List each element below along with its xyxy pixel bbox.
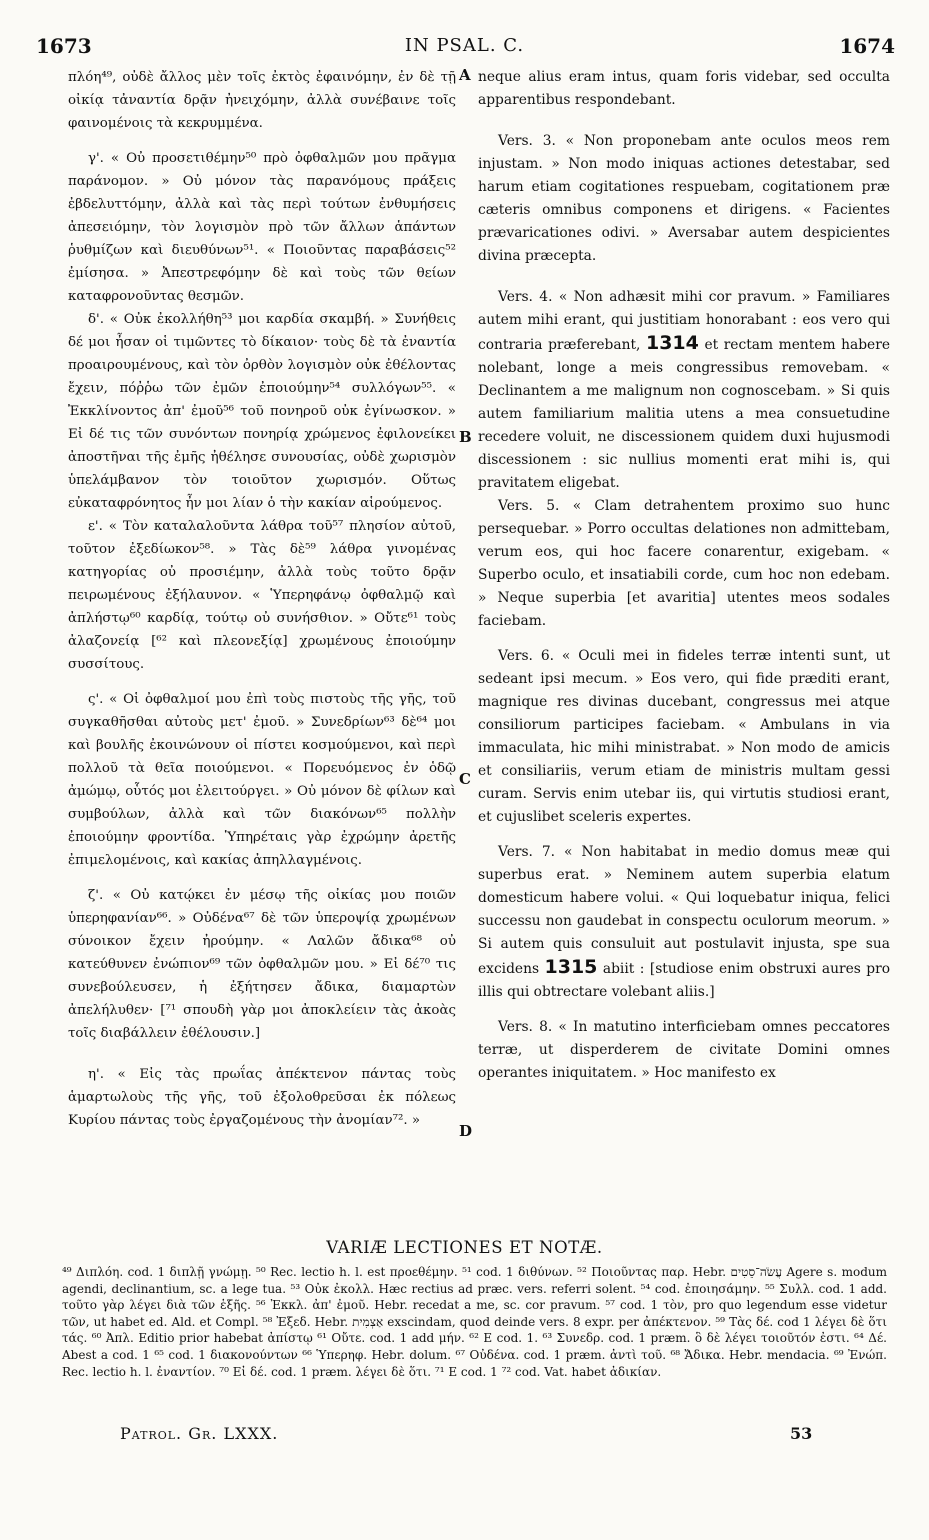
- greek-paragraph: γ'. « Οὐ προσετιθέμην⁵⁰ πρὸ ὀφθαλμῶν μου πρᾶγμα παράνομον. » Οὐ μόνον τὰς παρανόμους πράξεις ἐβδελυττόμην, ἀλλὰ καὶ τὰς περὶ τούτων ἐνθυμήσεις ἀπεσειόμην, τὸν λογισμὸν πρὸ τῶν ἄλλων ἁπάντων ῥυθμίζων καὶ διευθύνων⁵¹. « Ποιοῦντας παραβάσεις⁵² ἐμίσησα. » Ἀπεστρεφόμην δὲ καὶ τοὺς τῶν θείων καταφρονοῦντας θεσμῶν.: [68, 151, 456, 304]
- notes-block: [62, 1264, 887, 1380]
- column-marker-1314: 1314: [645, 332, 699, 354]
- latin-paragraph: [478, 841, 890, 1004]
- latin-paragraph: [478, 286, 890, 495]
- column-marker-1315: 1315: [544, 956, 598, 978]
- latin-paragraph: Vers. 3. « Non proponebam ante oculos meos rem injustam. » Non modo iniquas actiones detestabar, sed harum etiam cogitationes respuebam, cogitationem præ cæteris omnibus componens et dirigens. « Facientes prævaricationes odivi. » Aversabar autem despicientes divina præcepta.: [478, 133, 890, 264]
- greek-paragraph: πλόη⁴⁹, οὐδὲ ἄλλος μὲν τοῖς ἐκτὸς ἐφαινόμην, ἐν δὲ τῇ οἰκίᾳ τἀναντία δρᾷν ἠνειχόμην, ἀλλὰ συνέβαινε τοῖς φαινομένοις τὰ κεκρυμμένα.: [68, 70, 456, 131]
- column-number-left: 1673: [36, 34, 92, 58]
- column-number-right: 1674: [839, 34, 895, 58]
- greek-paragraph: δ'. « Οὐκ ἐκολλήθη⁵³ μοι καρδία σκαμβή. » Συνήθεις δέ μοι ἦσαν οἱ τιμῶντες τὸ δίκαιον· τοὺς δὲ τὰ ἐναντία προαιρουμένους, καὶ τὸν ὀρθὸν λογισμὸν οὐκ ἐθέλοντας ἔχειν, πόῤῥω τῶν ἐμῶν ἐποιούμην⁵⁴ συλλόγων⁵⁵. « Ἐκκλίνοντος ἀπ' ἐμοῦ⁵⁶ τοῦ πονηροῦ οὐκ ἐγίνωσκον. » Εἰ δέ τις τῶν συνόντων πονηρίᾳ χρώμενος ἐφιλονείκει ἀποστῆναι τῆς ἐμῆς ἠθέλησε συνουσίας, οὐδὲ χωρισμὸν ὑπελάμβανον τὸν τοιοῦτον χωρισμόν. Οὕτως εὐκαταφρόνητος ἦν μοι λίαν ὁ τὴν κακίαν αἱρούμενος.: [68, 312, 456, 511]
- greek-paragraph: ε'. « Τὸν καταλαλοῦντα λάθρα τοῦ⁵⁷ πλησίον αὐτοῦ, τοῦτον ἐξεδίωκον⁵⁸. » Τὰς δὲ⁵⁹ λάθρα γινομένας κατηγορίας οὐ προσιέμην, ἀλλὰ τοὺς τοῦτο δρᾷν πειρωμένους ἐξήλαυνον. « Ὑπερηφάνῳ ὀφθαλμῷ καὶ ἀπλήστῳ⁶⁰ καρδίᾳ, τούτῳ οὐ συνήσθιον. » Οὔτε⁶¹ τοὺς ἀλαζονείᾳ [⁶² καὶ πλεονεξίᾳ] χρωμένους ἐποιούμην συσσίτους.: [68, 519, 456, 672]
- latin-text: Vers. 4. « Non adhæsit mihi cor pravum. » Familiares autem mihi erant, qui justitiam honorabant : eos vero qui contraria præferebant,: [478, 289, 890, 353]
- margin-letter-d: D: [459, 1122, 473, 1140]
- latin-paragraph: Vers. 8. « In matutino interficiebam omnes peccatores terræ, ut disperderem de civitate Domini omnes operantes iniquitatem. » Hoc manifesto ex: [478, 1019, 890, 1081]
- notes-text: ⁴⁹ Διπλόη. cod. 1 διπλῇ γνώμῃ. ⁵⁰ Rec. lectio h. l. est προεθέμην. ⁵¹ cod. 1 διθύνων. ⁵² Ποιοῦντας παρ. Hebr. עֲשֹׂה־סֵטִים Agere s. modum agendi, declinantium, sc. a lege tua. ⁵³ Οὐκ ἐκολλ. Hæc rectius ad præc. vers. referri solent. ⁵⁴ cod. ἐποιησάμην. ⁵⁵ Συλλ. cod. 1 add. τοῦτο γὰρ λέγει διὰ τῶν ἑξῆς. ⁵⁶ Ἐκκλ. ἀπ' ἐμοῦ. Hebr. recedat a me, sc. cor pravum. ⁵⁷ cod. 1 τὸν, pro quo legendum esse videtur τῶν, ut habet ed. Ald. et Compl. ⁵⁸ Ἐξεδ. Hebr. אַצְמִית exscindam, quod deinde vers. 8 expr. per ἀπέκτενον. ⁵⁹ Τὰς δέ. cod 1 λέγει δὲ ὅτι τάς. ⁶⁰ Ἀπλ. Editio prior habebat ἀπίστῳ ⁶¹ Οὔτε. cod. 1 add μήν. ⁶² E cod. 1. ⁶³ Συνεδρ. cod. 1 præm. ὃ δὲ λέγει τοιοῦτόν ἐστι. ⁶⁴ Δέ. Abest a cod. 1 ⁶⁵ cod. 1 διακονούντων ⁶⁶ Ὑπερηφ. Hebr. dolum. ⁶⁷ Οὐδένα. cod. 1 præm. ἀντὶ τοῦ. ⁶⁸ Ἄδικα. Hebr. mendacia. ⁶⁹ Ἐνώπ. Rec. lectio h. l. ἐναντίον. ⁷⁰ Εἰ δέ. cod. 1 præm. λέγει δὲ ὅτι. ⁷¹ E cod. 1 ⁷² cod. Vat. habet ἀδικίαν.: [62, 1265, 887, 1379]
- footer-series: Patrol. Gr. LXXX.: [120, 1424, 279, 1443]
- greek-paragraph: ς'. « Οἱ ὀφθαλμοί μου ἐπὶ τοὺς πιστοὺς τῆς γῆς, τοῦ συγκαθῆσθαι αὐτοὺς μετ' ἐμοῦ. » Συνεδρίων⁶³ δὲ⁶⁴ μοι καὶ βουλῆς ἐκοινώνουν οἱ πίστει κοσμούμενοι, καὶ περὶ πολλοῦ τὰ θεῖα ποιούμενοι. « Πορευόμενος ἐν ὁδῷ ἀμώμῳ, οὗτός μοι ἐλειτούργει. » Οὐ μόνον δὲ φίλων καὶ συμβούλων, ἀλλὰ καὶ τῶν διακόνων⁶⁵ πολλὴν ἐποιούμην φροντίδα. Ὑπηρέταις γὰρ ἐχρώμην ἀρετῆς ἐπιμελομένοις, καὶ κακίας ἀπηλλαγμένοις.: [68, 692, 456, 868]
- margin-letter-a: A: [459, 66, 471, 84]
- latin-text: abiit : [studiose enim obstruxi aures pro illis qui obtrectare volebant aliis.]: [478, 961, 890, 1000]
- running-title: IN PSAL. C.: [404, 35, 525, 56]
- latin-paragraph: Vers. 6. « Oculi mei in fideles terræ intenti sunt, ut sedeant ipsi mecum. » Eos vero, qui fide præditi erant, magnique res divinas ducebant, congressus mei atque consiliorum participes faciebam. « Ambulans in via immaculata, hic mihi ministrabat. » Non modo de amicis et consiliariis, verum etiam de ministris multam gessi curam. Servis enim utebar iis, qui virtutis studiosi erant, et cujuslibet sceleris expertes.: [478, 648, 890, 825]
- notes-title: VARIÆ LECTIONES ET NOTÆ.: [326, 1238, 603, 1257]
- latin-paragraph: Vers. 5. « Clam detrahentem proximo suo hunc persequebar. » Porro occultas delationes non admittebam, verum eos, qui hoc facere conarentur, exigebam. « Superbo oculo, et insatiabili corde, cum hoc non edebam. » Neque superbia [et avaritia] utentes meos sodales faciebam.: [478, 498, 890, 629]
- greek-paragraph: ζ'. « Οὐ κατῴκει ἐν μέσῳ τῆς οἰκίας μου ποιῶν ὑπερηφανίαν⁶⁶. » Οὐδένα⁶⁷ δὲ τῶν ὑπεροψίᾳ χρωμένων σύνοικον ἔχειν ἠρούμην. « Λαλῶν ἄδικα⁶⁸ οὐ κατεύθυνεν ἐνώπιον⁶⁹ τῶν ὀφθαλμῶν μου. » Εἰ δέ⁷⁰ τις συνεβούλευσεν, ἡ ἐξήτησεν ἄδικα, διαμαρτὼν ἀπελήλυθεν· [⁷¹ σπουδὴ γὰρ μοι ἀποκλείειν τὰς ἀκοὰς τοῖς διαβάλλειν ἐθέλουσιν.]: [68, 888, 456, 1041]
- margin-letter-c: C: [459, 770, 471, 788]
- greek-text-column: [68, 66, 456, 1132]
- greek-paragraph: η'. « Εἰς τὰς πρωΐας ἀπέκτενον πάντας τοὺς ἁμαρτωλοὺς τῆς γῆς, τοῦ ἐξολοθρεῦσαι ἐκ πόλεως Κυρίου πάντας τοὺς ἐργαζομένους τὴν ἀνομίαν⁷². »: [68, 1067, 456, 1128]
- footer-signature: 53: [790, 1424, 813, 1443]
- latin-paragraph: neque alius eram intus, quam foris videbar, sed occulta apparentibus respondebant.: [478, 69, 890, 108]
- latin-text-column: [478, 66, 890, 1085]
- margin-letter-b: B: [459, 428, 472, 446]
- latin-text: Vers. 7. « Non habitabat in medio domus meæ qui superbus erat. » Neminem autem superbia elatum domesticum habere volui. « Qui loquebatur iniqua, felici successu non gaudebat in conspectu oculorum meorum. » Si autem quis consuluit aut postulavit injusta, spe sua excidens: [478, 844, 890, 977]
- latin-text: et rectam mentem habere nolebant, longe a meis congressibus removebam. « Declinantem a me malignum non cognoscebam. » Si quis autem familiarium malitia utens a mea consuetudine recedere voluit, ne discessionem quidem duxi hujusmodi discessionem : sic nullius momenti erat mihi is, qui pravitatem eligebat.: [478, 337, 890, 491]
